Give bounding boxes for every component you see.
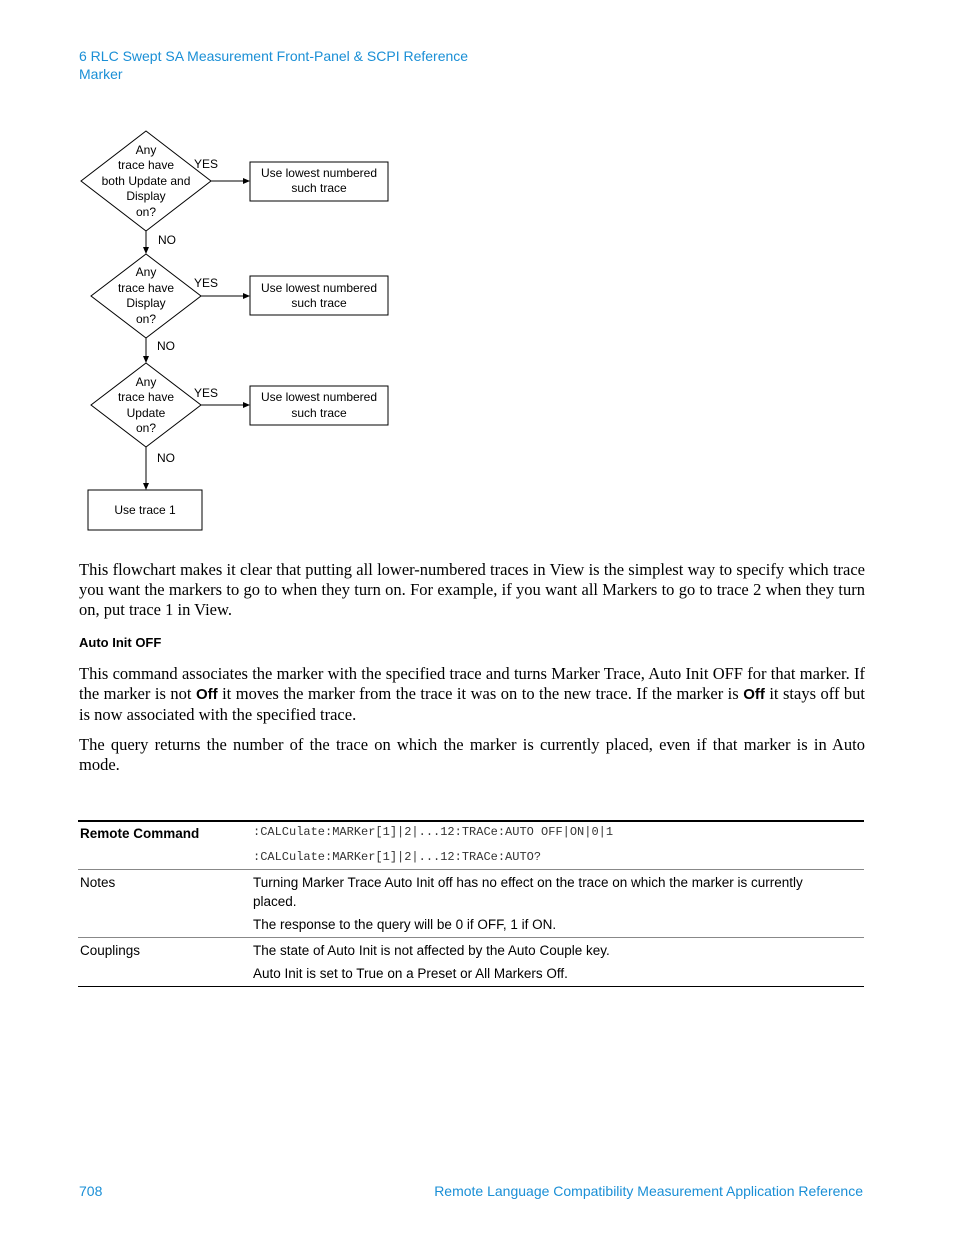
action-2-line-1: Use lowest numbered <box>260 281 378 295</box>
couplings-text-1: The state of Auto Init is not affected by the Auto Couple key. <box>253 943 610 958</box>
running-header-section: Marker <box>79 66 123 82</box>
paragraph-command-description <box>79 664 865 725</box>
yes-label-3: YES <box>194 386 219 400</box>
page-number: 708 <box>79 1183 103 1199</box>
remote-command-label: Remote Command <box>80 826 200 841</box>
flowchart <box>0 0 954 560</box>
no-label-2: NO <box>157 339 175 353</box>
decision-2-line-4: on? <box>135 312 157 326</box>
decision-3-line-2: trace have <box>117 390 175 404</box>
p2-text-d: it stays off but is now associated with the specified trace. <box>79 684 866 724</box>
no-label-3: NO <box>157 451 175 465</box>
final-label: Use trace 1 <box>114 503 176 517</box>
decision-2-line-3: Display <box>126 296 166 310</box>
yes-label-1: YES <box>194 157 219 171</box>
decision-1-line-1: Any <box>135 143 157 157</box>
decision-1-line-5: on? <box>135 205 157 219</box>
decision-2-line-1: Any <box>135 265 157 279</box>
notes-text-2: The response to the query will be 0 if OFF, 1 if ON. <box>253 917 557 932</box>
decision-3-line-4: on? <box>135 421 157 435</box>
paragraph-flowchart-summary: This flowchart makes it clear that putting all lower-numbered traces in View is the simplest way to specify which trace you want the markers to go to when they turn on. For example, if you want all Markers to go to trace 2 when they turn on, put trace 1 in View. <box>79 560 865 619</box>
p2-text-c: it moves the marker from the trace it was on to the new trace. If the marker is <box>217 684 744 703</box>
couplings-label: Couplings <box>80 943 141 958</box>
decision-2-line-2: trace have <box>117 281 175 295</box>
table-row-divider-2 <box>78 937 864 938</box>
action-1-line-1: Use lowest numbered <box>260 166 378 180</box>
yes-label-2: YES <box>194 276 219 290</box>
footer-book-title: Remote Language Compatibility Measurement Application Reference <box>434 1183 863 1199</box>
couplings-text-2: Auto Init is set to True on a Preset or All Markers Off. <box>253 966 568 981</box>
decision-3-line-1: Any <box>135 375 157 389</box>
decision-1-line-3: both Update and <box>101 174 191 188</box>
subheading-auto-init-off: Auto Init OFF <box>79 635 162 650</box>
action-2-line-2: such trace <box>291 296 347 310</box>
notes-text-1: Turning Marker Trace Auto Init off has no effect on the trace on which the marker is currently placed. <box>253 875 803 909</box>
p2-text-a: This command associates the marker with the specified trace and turns Marker Trace, Auto Init OFF for that marker. If the marker is not <box>79 664 865 703</box>
notes-label: Notes <box>80 875 116 890</box>
running-header-chapter: 6 RLC Swept SA Measurement Front-Panel & SCPI Reference <box>79 48 469 64</box>
decision-3-line-3: Update <box>126 406 166 420</box>
action-3-line-1: Use lowest numbered <box>260 390 378 404</box>
decision-1-line-4: Display <box>126 189 166 203</box>
decision-1-line-2: trace have <box>117 158 175 172</box>
remote-command-set: :CALCulate:MARKer[1]|2|...12:TRACe:AUTO OFF|ON|0|1 <box>253 825 614 839</box>
table-bottom-rule <box>78 986 864 987</box>
paragraph-query-description: The query returns the number of the trace on which the marker is currently placed, even if that marker is in Auto mode. <box>79 735 865 774</box>
table-row-divider-1 <box>78 869 864 870</box>
p2-bold-off-2: Off <box>743 686 765 703</box>
action-3-line-2: such trace <box>291 406 347 420</box>
table-top-rule <box>78 820 864 822</box>
no-label-1: NO <box>158 233 176 247</box>
p2-bold-off-1: Off <box>195 686 218 703</box>
action-1-line-2: such trace <box>291 181 347 195</box>
remote-command-query: :CALCulate:MARKer[1]|2|...12:TRACe:AUTO? <box>253 850 542 864</box>
